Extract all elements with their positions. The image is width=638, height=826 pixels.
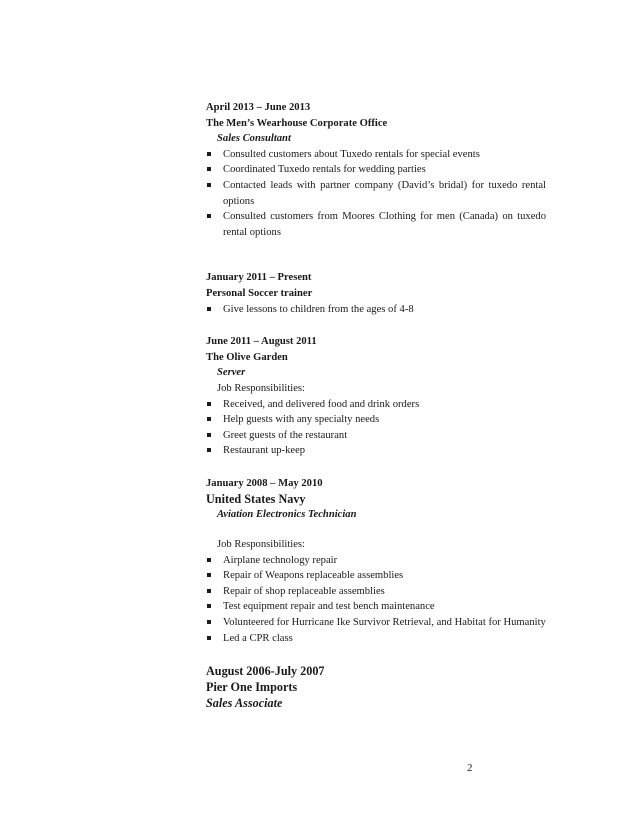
- bullet-square-icon: [207, 214, 211, 218]
- list-item: Consulted customers from Moores Clothing for men (Canada) on tuxedo rental options: [206, 209, 546, 240]
- job-dates: January 2011 – Present: [206, 272, 312, 284]
- bullet-square-icon: [207, 573, 211, 577]
- job-title: Aviation Electronics Technician: [217, 509, 357, 521]
- bullet-square-icon: [207, 183, 211, 187]
- list-item: Received, and delivered food and drink orders: [206, 397, 546, 413]
- bullet-square-icon: [207, 417, 211, 421]
- job-title: Server: [217, 367, 246, 379]
- bullet-square-icon: [207, 558, 211, 562]
- bullet-square-icon: [207, 636, 211, 640]
- job-company: The Olive Garden: [206, 351, 288, 363]
- bullet-square-icon: [207, 402, 211, 406]
- responsibilities-label: Job Responsibilities:: [217, 382, 305, 394]
- list-item: Repair of Weapons replaceable assemblies: [206, 568, 546, 584]
- job-dates: June 2011 – August 2011: [206, 336, 317, 348]
- list-item: Volunteered for Hurricane Ike Survivor Retrieval, and Habitat for Humanity: [206, 615, 546, 631]
- responsibilities-label: Job Responsibilities:: [217, 539, 305, 551]
- bullet-square-icon: [207, 604, 211, 608]
- job-dates: January 2008 – May 2010: [206, 477, 323, 489]
- bullet-square-icon: [207, 589, 211, 593]
- bullet-square-icon: [207, 307, 211, 311]
- bullet-square-icon: [207, 448, 211, 452]
- list-item: Restaurant up-keep: [206, 443, 546, 459]
- bullet-square-icon: [207, 167, 211, 171]
- job-title: Sales Consultant: [217, 133, 291, 145]
- list-item: Repair of shop replaceable assemblies: [206, 584, 546, 600]
- job-company: The Men’s Wearhouse Corporate Office: [206, 117, 388, 129]
- list-item: Test equipment repair and test bench maintenance: [206, 599, 546, 615]
- list-item: Airplane technology repair: [206, 553, 546, 569]
- list-item: Give lessons to children from the ages of 4-8: [206, 302, 546, 318]
- list-item: Led a CPR class: [206, 631, 546, 647]
- bullet-square-icon: [207, 152, 211, 156]
- bullet-square-icon: [207, 433, 211, 437]
- list-item: Greet guests of the restaurant: [206, 428, 546, 444]
- list-item: Help guests with any specialty needs: [206, 412, 546, 428]
- experience-section: [206, 100, 546, 711]
- list-item: Coordinated Tuxedo rentals for wedding parties: [206, 162, 546, 178]
- job-dates: August 2006-July 2007: [206, 664, 325, 679]
- job-dates: April 2013 – June 2013: [206, 102, 311, 113]
- job-company: Pier One Imports: [206, 680, 298, 695]
- job-company: Personal Soccer trainer: [206, 287, 313, 299]
- list-item: Contacted leads with partner company (David’s bridal) for tuxedo rental options: [206, 178, 546, 209]
- page-number: 2: [467, 762, 473, 774]
- job-title: Sales Associate: [206, 696, 283, 711]
- list-item: Consulted customers about Tuxedo rentals for special events: [206, 147, 546, 163]
- bullet-square-icon: [207, 620, 211, 624]
- job-company: United States Navy: [206, 492, 306, 507]
